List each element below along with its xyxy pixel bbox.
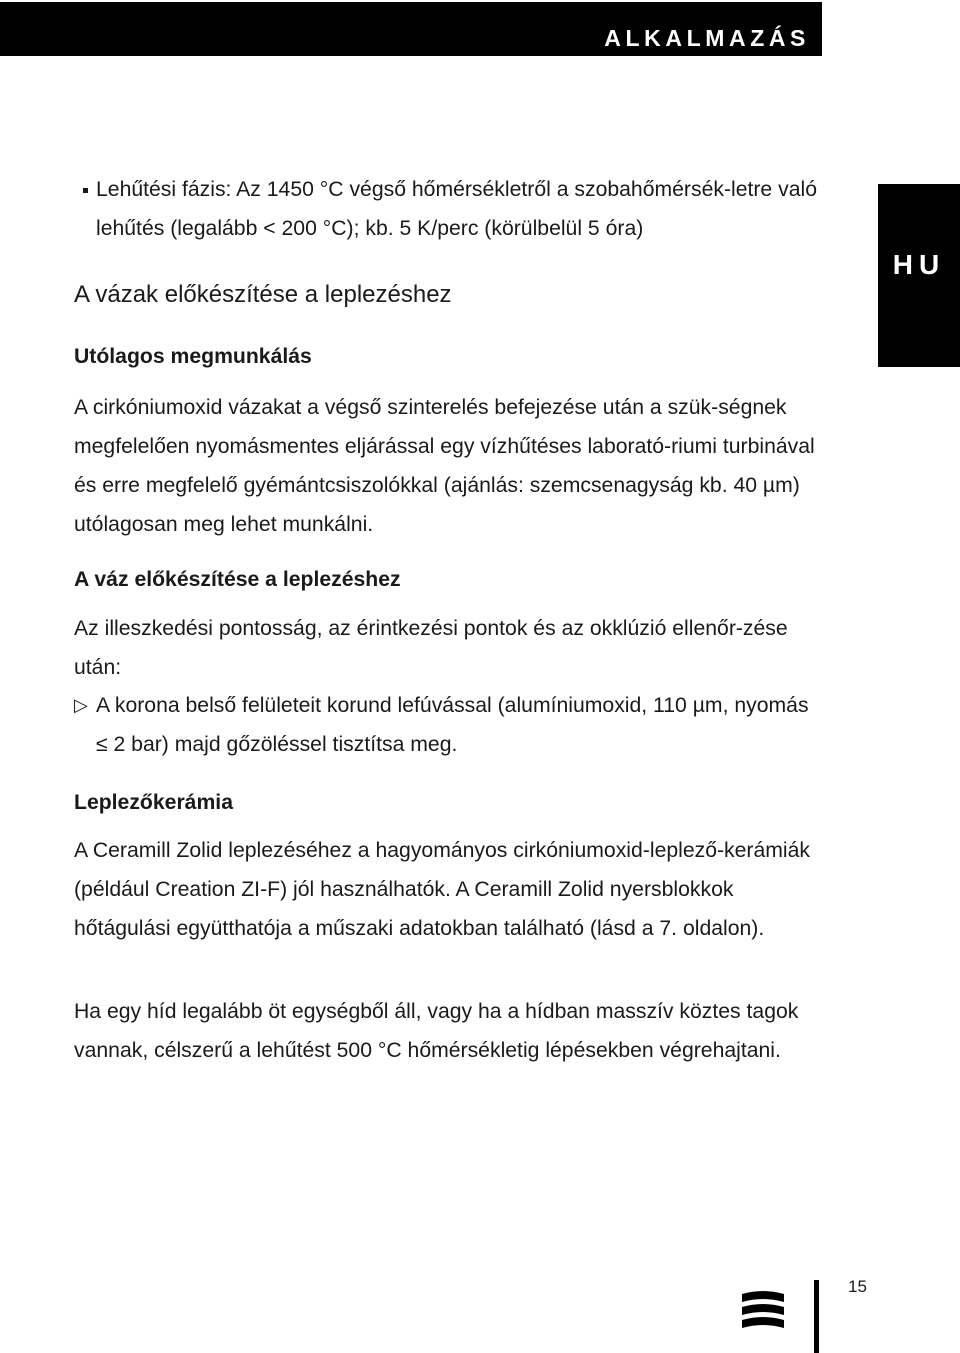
header-bar [0,2,822,56]
bullet-item [96,170,826,248]
ceramics-paragraph-2: Ha egy híd legalább öt egységből áll, vagy ha a hídban masszív köztes tagok vannak, célszerű a lehűtést 500 °C hőmérsékletig lépésekben végrehajtani. [74,1000,799,1062]
ceramics-paragraph-1: A Ceramill Zolid leplezéséhez a hagyományos cirkóniumoxid-leplező-kerámiák (például Creation ZI-F) jól használhatók. A Ceramill Zolid nyersblokkok hőtágulási együtthatója a műszaki adatokban található (lásd a 7. oldalon). [74,839,811,940]
postprocessing-paragraph: A cirkóniumoxid vázakat a végső szinterelés befejezése után a szük-ségnek megfelelően nyomásmentes eljárással egy vízhűtéses laborató-riumi turbinával és erre megfelelő gyémántcsiszolókkal (ajánlás: szemcsenagyság kb. 40 µm) utólagosan meg lehet munkálni. [74,396,815,536]
postprocessing-heading: Utólagos megmunkálás [74,345,312,368]
ceramics-block-1 [74,831,819,948]
preparation-step-text: A korona belső felületeit korund lefúvással (alumíniumoxid, 110 µm, nyomás ≤ 2 bar) majd gőzöléssel tisztítsa meg. [96,694,809,756]
header-title: ALKALMAZÁS [604,25,810,51]
three-arc-stripes-logo-icon [740,1290,786,1332]
preparation-heading: A váz előkészítése a leplezéshez [74,568,401,591]
postprocessing-block [74,388,819,544]
bullet-square-icon [83,188,88,193]
language-tab [878,184,960,367]
ceramics-heading: Leplezőkerámia [74,791,233,814]
language-label: HU [892,249,946,280]
preparation-step [74,686,819,764]
section-title: A vázak előkészítése a leplezéshez [74,281,452,308]
bullet-text: Lehűtési fázis: Az 1450 °C végső hőmérsékletről a szobahőmérsék-letre való lehűtés (legalább < 200 °C); kb. 5 K/perc (körülbelül 5 óra) [96,178,817,240]
footer-rule [814,1280,819,1353]
preparation-paragraph: Az illeszkedési pontosság, az érintkezési pontok és az okklúzió ellenőr-zése után: [74,617,788,679]
triangle-right-icon: ▷ [74,695,88,715]
ceramics-block-2 [74,992,819,1070]
preparation-block [74,609,819,687]
page-number: 15 [848,1277,867,1296]
